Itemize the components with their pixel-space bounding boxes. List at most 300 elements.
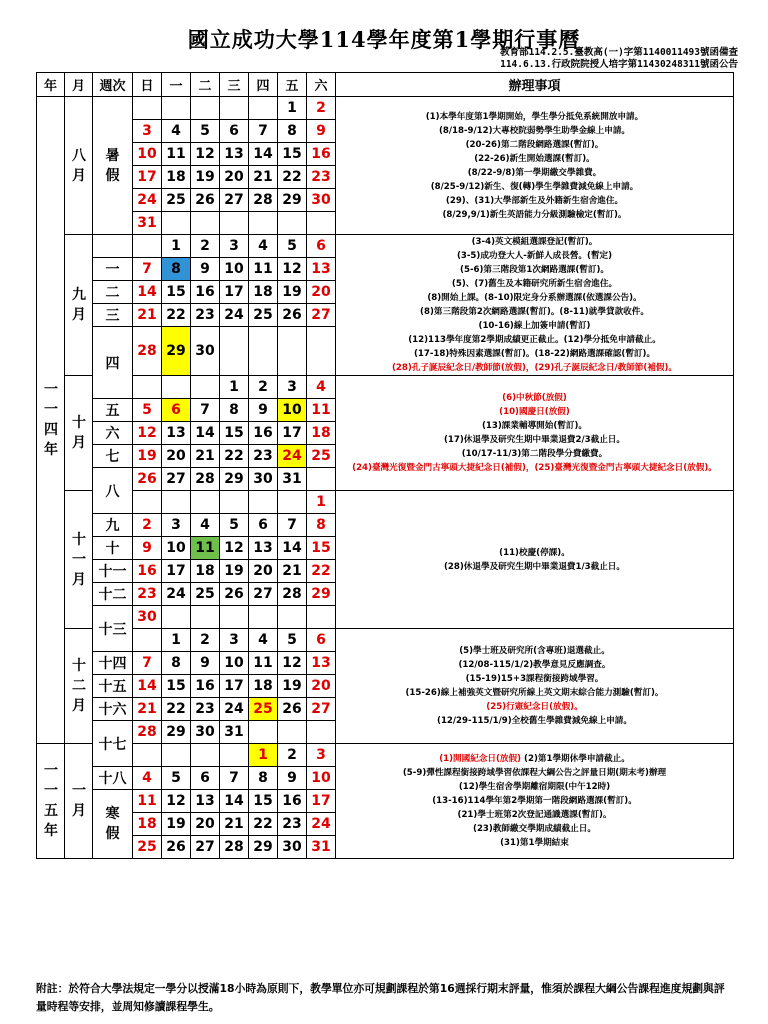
date-cell: 1 (249, 744, 278, 767)
week-cell: 九 (93, 514, 133, 537)
date-cell: 17 (220, 281, 249, 304)
week-cell: 八 (93, 468, 133, 514)
header-day: 四 (249, 73, 278, 97)
date-cell: 18 (191, 560, 220, 583)
date-cell (162, 491, 191, 514)
date-cell: 30 (191, 327, 220, 376)
week-cell: 十四 (93, 652, 133, 675)
date-cell (307, 468, 336, 491)
date-cell: 11 (307, 399, 336, 422)
date-cell (249, 491, 278, 514)
matter-item: (5)學士班及研究所(含專班)退選截止。 (459, 646, 610, 656)
month-cell: 八月 (65, 97, 93, 235)
date-cell: 11 (191, 537, 220, 560)
date-cell: 4 (191, 514, 220, 537)
date-cell (162, 376, 191, 399)
date-cell: 31 (307, 836, 336, 859)
matter-item: (8)第三階段第2次網路選課(暫訂)。(8-11)就學貸款收件。 (420, 307, 649, 317)
date-cell: 24 (220, 698, 249, 721)
date-cell: 16 (191, 675, 220, 698)
holiday-item: (25)行憲紀念日(放假)。 (486, 702, 583, 712)
calendar-row (37, 629, 734, 652)
date-cell: 16 (278, 790, 307, 813)
matter-item: (3-5)成功登大人-新鮮人成長營。(暫定) (456, 251, 613, 261)
date-cell: 26 (278, 304, 307, 327)
matter-item: (17-18)特殊因素選課(暫訂)。(18-22)網路選課確認(暫訂)。 (413, 349, 656, 359)
date-cell: 10 (278, 399, 307, 422)
header-day: 一 (162, 73, 191, 97)
date-cell: 29 (249, 836, 278, 859)
date-cell (249, 327, 278, 376)
holiday-item: (28)孔子誕辰紀念日/教師節(放假)，(29)孔子誕辰紀念日/教師節(補假)。 (391, 363, 678, 373)
date-cell: 1 (220, 376, 249, 399)
date-cell (307, 327, 336, 376)
date-cell (191, 212, 220, 235)
date-cell: 24 (133, 189, 162, 212)
approval-note: 114.6.13.行政院院授人培字第11430248311號函公告 (500, 59, 738, 70)
matter-item: (3-4)英文模組選課登記(暫訂)。 (471, 237, 598, 247)
date-cell: 19 (133, 445, 162, 468)
date-cell: 24 (278, 445, 307, 468)
date-cell: 2 (278, 744, 307, 767)
date-cell: 6 (307, 235, 336, 258)
date-cell: 25 (249, 304, 278, 327)
date-cell: 13 (191, 790, 220, 813)
academic-calendar-table (36, 72, 734, 859)
date-cell: 21 (191, 445, 220, 468)
footnote: 附註：於符合大學法規定一學分以授滿18小時為原則下，教學單位亦可規劃課程於第16週採行期末評量，惟須於課程大綱公告課程進度規劃與評量時程等安排，並周知修讀課程學生。 (36, 982, 725, 1013)
date-cell (191, 97, 220, 120)
date-cell (307, 212, 336, 235)
date-cell: 6 (191, 767, 220, 790)
matter-item: (10/17-11/3)第二階段學分費繳費。 (461, 449, 608, 459)
date-cell (278, 721, 307, 744)
date-cell: 19 (191, 166, 220, 189)
date-cell (191, 744, 220, 767)
date-cell: 27 (249, 583, 278, 606)
date-cell: 14 (191, 422, 220, 445)
date-cell: 21 (133, 304, 162, 327)
date-cell: 4 (162, 120, 191, 143)
matter-item: (8/22-9/8)第一學期繳交學雜費。 (467, 167, 602, 178)
matter-item: (21)學士班第2次登記通識選課(暫訂)。 (457, 810, 612, 820)
date-cell: 22 (162, 304, 191, 327)
date-cell (220, 327, 249, 376)
month-cell: 十月 (65, 376, 93, 491)
date-cell: 29 (162, 327, 191, 376)
date-cell: 17 (220, 675, 249, 698)
date-cell: 8 (278, 120, 307, 143)
date-cell: 17 (278, 422, 307, 445)
matter-item: (13-16)114學年第2學期第一階段網路選課(暫訂)。 (432, 796, 637, 806)
date-cell: 25 (133, 836, 162, 859)
week-cell: 三 (93, 304, 133, 327)
date-cell: 8 (162, 258, 191, 281)
date-cell (162, 606, 191, 629)
matter-item (336, 752, 733, 766)
date-cell: 6 (162, 399, 191, 422)
date-cell: 8 (162, 652, 191, 675)
date-cell: 29 (162, 721, 191, 744)
date-cell (191, 606, 220, 629)
date-cell: 13 (307, 652, 336, 675)
date-cell (307, 721, 336, 744)
date-cell: 5 (220, 514, 249, 537)
week-cell: 寒假 (93, 790, 133, 859)
date-cell: 25 (307, 445, 336, 468)
date-cell: 22 (249, 813, 278, 836)
date-cell: 23 (191, 698, 220, 721)
week-cell: 十二 (93, 583, 133, 606)
date-cell (133, 97, 162, 120)
date-cell: 26 (133, 468, 162, 491)
date-cell: 26 (220, 583, 249, 606)
date-cell: 16 (133, 560, 162, 583)
matter-item: (15-26)線上補強英文暨研究所線上英文期末綜合能力測驗(暫訂)。 (405, 688, 664, 698)
calendar-row (37, 235, 734, 258)
date-cell: 20 (191, 813, 220, 836)
calendar-row (37, 491, 734, 514)
date-cell: 27 (220, 189, 249, 212)
date-cell: 18 (133, 813, 162, 836)
calendar-row (37, 97, 734, 120)
matter-item: (12/08-115/1/2)教學意見反應調查。 (458, 660, 611, 670)
page-title: 國立成功大學114學年度第1學期行事曆 (187, 27, 581, 52)
matter-item: (10-16)線上加簽申請(暫訂) (478, 321, 591, 331)
date-cell: 12 (278, 652, 307, 675)
date-cell: 9 (278, 767, 307, 790)
date-cell: 25 (162, 189, 191, 212)
week-cell: 暑假 (93, 97, 133, 235)
matter-item: (29)、(31)大學部新生及外籍新生宿舍進住。 (445, 195, 624, 206)
date-cell: 21 (133, 698, 162, 721)
date-cell: 15 (162, 281, 191, 304)
date-cell: 11 (162, 143, 191, 166)
date-cell: 30 (249, 468, 278, 491)
date-cell: 28 (220, 836, 249, 859)
week-cell: 五 (93, 399, 133, 422)
date-cell: 9 (191, 652, 220, 675)
header-day: 五 (278, 73, 307, 97)
date-cell: 15 (278, 143, 307, 166)
date-cell: 16 (307, 143, 336, 166)
date-cell: 3 (220, 629, 249, 652)
date-cell: 12 (133, 422, 162, 445)
date-cell: 30 (191, 721, 220, 744)
date-cell: 24 (307, 813, 336, 836)
date-cell: 25 (249, 698, 278, 721)
year-cell: 一一四年 (37, 97, 65, 744)
date-cell: 8 (307, 514, 336, 537)
matter-item: (8/25-9/12)新生、復(轉)學生學雜費減免線上申請。 (430, 181, 639, 192)
holiday-item: (24)臺灣光復暨金門古寧頭大捷紀念日(補假)，(25)臺灣光復暨金門古寧頭大捷紀念日(放假)。 (352, 463, 717, 473)
date-cell: 2 (249, 376, 278, 399)
date-cell: 18 (249, 281, 278, 304)
matter-item: (17)休退學及研究生期中畢業退費2/3截止日。 (443, 435, 625, 445)
date-cell: 12 (191, 143, 220, 166)
matters-cell-sep (336, 235, 734, 376)
date-cell: 3 (162, 514, 191, 537)
date-cell: 22 (307, 560, 336, 583)
holiday-item: (1)開國紀念日(放假) (439, 754, 522, 764)
date-cell: 8 (220, 399, 249, 422)
date-cell: 15 (307, 537, 336, 560)
year-cell: 一一五年 (37, 744, 65, 859)
date-cell: 3 (278, 376, 307, 399)
week-cell: 七 (93, 445, 133, 468)
date-cell: 11 (133, 790, 162, 813)
date-cell (278, 212, 307, 235)
holiday-item: (6)中秋節(放假) (502, 393, 567, 403)
date-cell: 11 (249, 258, 278, 281)
date-cell: 1 (162, 629, 191, 652)
date-cell: 1 (162, 235, 191, 258)
date-cell: 5 (278, 629, 307, 652)
date-cell: 23 (133, 583, 162, 606)
week-cell: 十六 (93, 698, 133, 721)
matter-item: (12/29-115/1/9)全校舊生學雜費減免線上申請。 (437, 716, 632, 726)
date-cell: 28 (249, 189, 278, 212)
month-cell: 九月 (65, 235, 93, 376)
date-cell: 15 (249, 790, 278, 813)
week-cell: 十五 (93, 675, 133, 698)
date-cell: 9 (191, 258, 220, 281)
date-cell: 2 (191, 235, 220, 258)
header-day: 日 (133, 73, 162, 97)
date-cell: 18 (249, 675, 278, 698)
date-cell (220, 606, 249, 629)
date-cell: 11 (249, 652, 278, 675)
date-cell: 19 (278, 675, 307, 698)
date-cell: 6 (249, 514, 278, 537)
date-cell (278, 606, 307, 629)
date-cell: 20 (249, 560, 278, 583)
date-cell: 27 (162, 468, 191, 491)
date-cell: 15 (162, 675, 191, 698)
month-cell: 十一月 (65, 491, 93, 629)
date-cell (278, 491, 307, 514)
header-row (37, 73, 734, 97)
date-cell (133, 235, 162, 258)
date-cell: 27 (307, 304, 336, 327)
header-month: 月 (65, 73, 93, 97)
date-cell: 30 (133, 606, 162, 629)
matter-item: (12)113學年度第2學期成績更正截止。(12)學分抵免申請截止。 (408, 335, 661, 345)
date-cell: 16 (191, 281, 220, 304)
week-cell: 十 (93, 537, 133, 560)
date-cell: 1 (278, 97, 307, 120)
matter-item: (5-6)第三階段第1次網路選課(暫訂)。 (460, 265, 609, 275)
date-cell: 21 (278, 560, 307, 583)
date-cell: 23 (307, 166, 336, 189)
date-cell: 29 (307, 583, 336, 606)
matter-item: (8/29,9/1)新生英語能力分級測驗檢定(暫訂)。 (442, 209, 627, 220)
date-cell: 3 (307, 744, 336, 767)
date-cell: 31 (133, 212, 162, 235)
matter-item: (1)本學年度第1學期開始，學生學分抵免系統開放申請。 (425, 111, 644, 122)
date-cell: 9 (133, 537, 162, 560)
date-cell (220, 97, 249, 120)
date-cell: 19 (220, 560, 249, 583)
date-cell: 7 (278, 514, 307, 537)
calendar-row (37, 376, 734, 399)
date-cell: 26 (278, 698, 307, 721)
matter-item: (8)開始上課。(8-10)限定身分系辦選課(依選課公告)。 (427, 293, 642, 303)
date-cell: 23 (191, 304, 220, 327)
matter-item: (5-9)彈性課程銜接跨域學習依課程大綱公告之評量日期(期末考)辦理 (402, 768, 667, 778)
matters-cell-dec (336, 629, 734, 744)
date-cell: 5 (191, 120, 220, 143)
date-cell: 13 (220, 143, 249, 166)
date-cell: 20 (307, 281, 336, 304)
matter-item: (12)學生宿舍學期離宿期限(中午12時) (458, 782, 611, 792)
date-cell: 24 (162, 583, 191, 606)
date-cell: 4 (133, 767, 162, 790)
date-cell: 2 (307, 97, 336, 120)
header-week: 週次 (93, 73, 133, 97)
date-cell: 20 (162, 445, 191, 468)
date-cell: 14 (133, 675, 162, 698)
date-cell: 13 (307, 258, 336, 281)
date-cell: 9 (249, 399, 278, 422)
matters-cell-jan (336, 744, 734, 859)
date-cell: 14 (249, 143, 278, 166)
matter-item: (20-26)第二階段網路選課(暫訂)。 (465, 139, 604, 150)
date-cell (162, 212, 191, 235)
date-cell: 26 (191, 189, 220, 212)
week-cell: 六 (93, 422, 133, 445)
date-cell: 26 (162, 836, 191, 859)
date-cell (220, 491, 249, 514)
date-cell: 3 (133, 120, 162, 143)
date-cell: 23 (249, 445, 278, 468)
date-cell: 7 (249, 120, 278, 143)
date-cell: 30 (307, 189, 336, 212)
week-cell: 十三 (93, 606, 133, 652)
date-cell: 10 (220, 652, 249, 675)
date-cell: 7 (133, 258, 162, 281)
matter-item: (28)休退學及研究生期中畢業退費1/3截止日。 (443, 561, 625, 572)
date-cell: 4 (249, 629, 278, 652)
date-cell: 16 (249, 422, 278, 445)
date-cell: 25 (191, 583, 220, 606)
date-cell: 6 (220, 120, 249, 143)
date-cell: 17 (162, 560, 191, 583)
date-cell: 23 (278, 813, 307, 836)
matter-item: (11)校慶(停課)。 (499, 547, 570, 558)
date-cell: 28 (191, 468, 220, 491)
date-cell: 19 (278, 281, 307, 304)
week-cell: 一 (93, 258, 133, 281)
date-cell: 7 (191, 399, 220, 422)
date-cell: 10 (307, 767, 336, 790)
date-cell: 2 (191, 629, 220, 652)
matter-item: (23)教師繳交學期成績截止日。 (473, 824, 596, 834)
date-cell: 14 (220, 790, 249, 813)
matters-cell-nov (336, 491, 734, 629)
header-day: 二 (191, 73, 220, 97)
date-cell (191, 491, 220, 514)
date-cell (162, 744, 191, 767)
date-cell (220, 744, 249, 767)
date-cell: 30 (278, 836, 307, 859)
week-cell: 十七 (93, 721, 133, 767)
date-cell (133, 376, 162, 399)
date-cell: 8 (249, 767, 278, 790)
month-cell: 十二月 (65, 629, 93, 744)
approval-note: 教育部114.2.5.臺教高(一)字第1140011493號函備查 (500, 47, 738, 58)
date-cell: 20 (307, 675, 336, 698)
date-cell: 31 (220, 721, 249, 744)
date-cell: 10 (133, 143, 162, 166)
date-cell: 14 (133, 281, 162, 304)
date-cell: 21 (220, 813, 249, 836)
date-cell (307, 606, 336, 629)
matter-item: (5)、(7)舊生及本籍研究所新生宿舍進住。 (451, 279, 618, 289)
date-cell: 9 (307, 120, 336, 143)
date-cell: 14 (278, 537, 307, 560)
date-cell: 3 (220, 235, 249, 258)
date-cell: 31 (278, 468, 307, 491)
matter-item: (8/18-9/12)大專校院弱勢學生助學金線上申請。 (438, 125, 631, 136)
matters-cell-aug (336, 97, 734, 235)
date-cell: 27 (191, 836, 220, 859)
date-cell (133, 491, 162, 514)
date-cell: 28 (278, 583, 307, 606)
date-cell: 28 (133, 327, 162, 376)
date-cell: 7 (220, 767, 249, 790)
date-cell (278, 327, 307, 376)
matter-item: (22-26)新生開始選課(暫訂)。 (474, 153, 595, 164)
date-cell: 4 (307, 376, 336, 399)
date-cell: 12 (278, 258, 307, 281)
date-cell (191, 376, 220, 399)
matter-item-rest: (2)第1學期休學申請截止。 (521, 754, 630, 764)
month-cell: 一月 (65, 744, 93, 859)
date-cell: 22 (220, 445, 249, 468)
calendar-row (37, 744, 734, 767)
date-cell: 21 (249, 166, 278, 189)
date-cell: 10 (220, 258, 249, 281)
matter-item: (31)第1學期結束 (500, 838, 569, 848)
week-cell: 十一 (93, 560, 133, 583)
week-cell: 二 (93, 281, 133, 304)
matters-cell-oct (336, 376, 734, 491)
date-cell: 28 (133, 721, 162, 744)
week-cell: 十八 (93, 767, 133, 790)
date-cell: 12 (162, 790, 191, 813)
date-cell: 18 (162, 166, 191, 189)
date-cell: 15 (220, 422, 249, 445)
date-cell (249, 97, 278, 120)
date-cell: 18 (307, 422, 336, 445)
date-cell: 17 (307, 790, 336, 813)
date-cell: 29 (278, 189, 307, 212)
date-cell: 7 (133, 652, 162, 675)
date-cell: 27 (307, 698, 336, 721)
date-cell: 5 (278, 235, 307, 258)
date-cell: 4 (249, 235, 278, 258)
date-cell: 13 (249, 537, 278, 560)
header-day: 六 (307, 73, 336, 97)
week-cell (93, 235, 133, 258)
date-cell: 29 (220, 468, 249, 491)
date-cell: 2 (133, 514, 162, 537)
date-cell (249, 606, 278, 629)
holiday-item: (10)國慶日(放假) (499, 407, 570, 417)
date-cell: 22 (278, 166, 307, 189)
date-cell: 5 (162, 767, 191, 790)
